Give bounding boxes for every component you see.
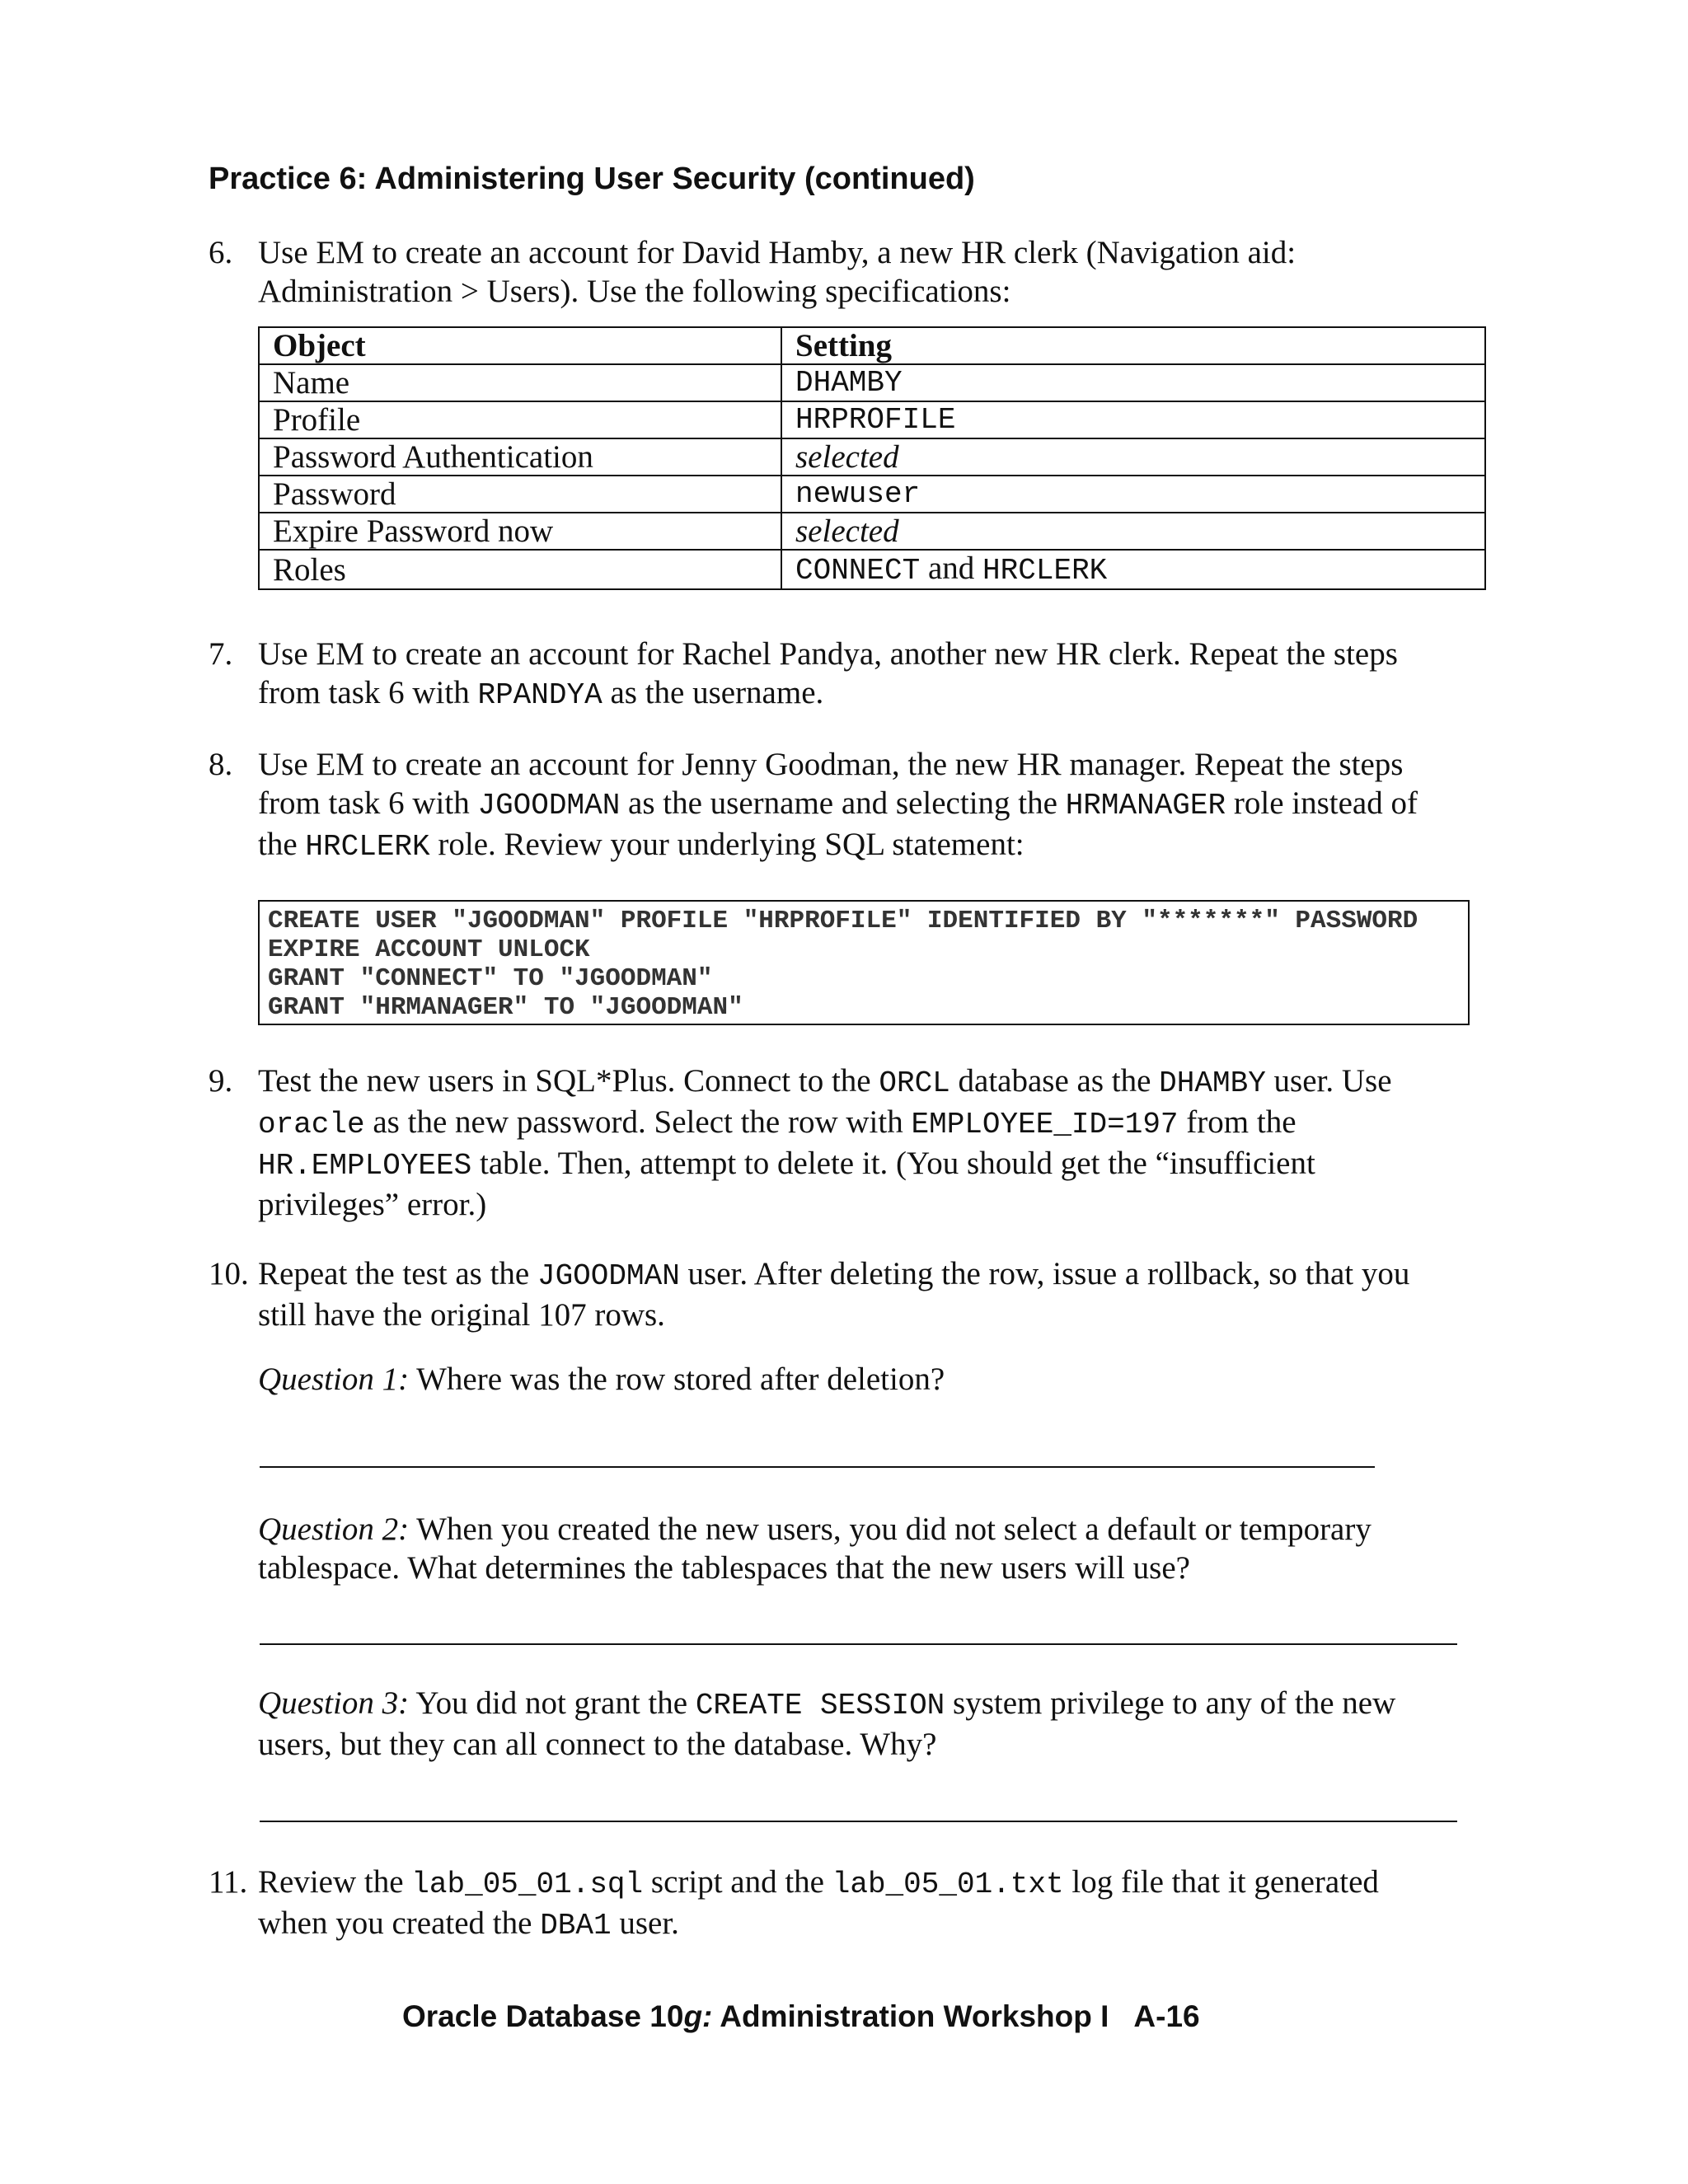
sql-line: CREATE USER "JGOODMAN" PROFILE "HRPROFILE" IDENTIFIED BY "*******" PASSWORD — [268, 907, 1418, 935]
task-7 — [209, 635, 1494, 715]
question-1 — [258, 1360, 1494, 1399]
code: oracle — [258, 1108, 365, 1141]
text: role instead of — [1226, 785, 1418, 821]
text: script and the — [643, 1864, 832, 1900]
code: RPANDYA — [477, 678, 603, 712]
task-line: Use EM to create an account for David Hamby, a new HR clerk (Navigation aid: — [258, 235, 1296, 270]
page-title: Practice 6: Administering User Security (continued) — [209, 162, 975, 196]
text: user. After deleting the row, issue a rollback, so that you — [679, 1256, 1410, 1291]
task-line — [258, 673, 1494, 715]
text: from task 6 with — [258, 785, 478, 821]
role-connect: CONNECT — [795, 554, 921, 588]
role-joiner: and — [920, 551, 983, 586]
code: HRCLERK — [305, 830, 430, 864]
question-text: Where was the row stored after deletion? — [409, 1361, 945, 1397]
text: when you created the — [258, 1905, 541, 1941]
question-text: When you created the new users, you did not select a default or temporary — [409, 1511, 1372, 1547]
object-cell: Expire Password now — [259, 513, 781, 550]
code: HRMANAGER — [1065, 789, 1226, 823]
task-line — [258, 1103, 1494, 1144]
task-10 — [209, 1254, 1494, 1334]
task-line — [258, 1062, 1494, 1103]
page-number: A-16 — [1133, 1999, 1200, 2033]
text: role. Review your underlying SQL statement: — [429, 827, 1025, 862]
text: from task 6 with — [258, 675, 478, 710]
column-header-object: Object — [259, 327, 781, 364]
setting-cell: newuser — [781, 476, 1485, 513]
text: as the new password. Select the row with — [364, 1104, 912, 1140]
setting-cell: selected — [781, 438, 1485, 476]
task-number: 8. — [209, 747, 233, 782]
table-header-row — [259, 327, 1485, 364]
text: Test the new users in SQL*Plus. Connect to the — [258, 1063, 879, 1099]
text: as the username and selecting the — [620, 785, 1066, 821]
table-row — [259, 476, 1485, 513]
code: HR.EMPLOYEES — [258, 1149, 472, 1183]
text: user. Use — [1265, 1063, 1392, 1099]
task-line: still have the original 107 rows. — [258, 1297, 665, 1333]
code: DHAMBY — [1159, 1066, 1266, 1100]
table-row — [259, 364, 1485, 401]
text: Repeat the test as the — [258, 1256, 537, 1291]
task-9 — [209, 1062, 1494, 1224]
task-line — [258, 1904, 1494, 1945]
task-line: Use EM to create an account for Jenny Goodman, the new HR manager. Repeat the steps — [258, 747, 1404, 782]
sql-line: GRANT "CONNECT" TO "JGOODMAN" — [268, 964, 713, 993]
task-line: Administration > Users). Use the following specifications: — [258, 274, 1011, 309]
question-line — [258, 1684, 1494, 1725]
text: database as the — [950, 1063, 1160, 1099]
object-cell: Roles — [259, 550, 781, 589]
task-6 — [209, 233, 1494, 311]
answer-line-2[interactable] — [260, 1643, 1457, 1645]
code: JGOODMAN — [477, 789, 621, 823]
code: DBA1 — [540, 1909, 612, 1943]
page-footer — [402, 1999, 1200, 2034]
text: from the — [1178, 1104, 1296, 1140]
question-line — [258, 1510, 1494, 1549]
footer-title-rest: Administration Workshop I — [712, 1999, 1109, 2033]
task-line — [258, 1144, 1494, 1185]
code: CREATE SESSION — [695, 1689, 945, 1722]
text: Review the — [258, 1864, 412, 1900]
footer-title-italic: g: — [683, 1999, 713, 2033]
footer-title: Oracle Database 10 — [402, 1999, 684, 2033]
object-cell: Profile — [259, 401, 781, 438]
task-line — [258, 1863, 1494, 1904]
code: EMPLOYEE_ID=197 — [911, 1108, 1179, 1141]
task-line — [258, 825, 1494, 866]
sql-line: GRANT "HRMANAGER" TO "JGOODMAN" — [268, 993, 743, 1022]
column-header-setting: Setting — [781, 327, 1485, 364]
setting-cell: HRPROFILE — [781, 401, 1485, 438]
spec-table — [258, 326, 1486, 590]
setting-cell: selected — [781, 513, 1485, 550]
task-line: Use EM to create an account for Rachel Pandya, another new HR clerk. Repeat the steps — [258, 636, 1398, 672]
text: as the username. — [602, 675, 824, 710]
answer-line-3[interactable] — [260, 1821, 1457, 1822]
sql-statement-box — [258, 900, 1470, 1025]
table-row — [259, 401, 1485, 438]
task-number: 11. — [209, 1864, 248, 1900]
object-cell: Password — [259, 476, 781, 513]
setting-cell: DHAMBY — [781, 364, 1485, 401]
question-label: Question 1: — [258, 1361, 410, 1397]
question-text: You did not grant the — [409, 1685, 696, 1721]
role-hrclerk: HRCLERK — [982, 554, 1108, 588]
question-2 — [258, 1510, 1494, 1587]
table-row — [259, 513, 1485, 550]
task-number: 7. — [209, 636, 233, 672]
task-11 — [209, 1863, 1494, 1945]
sql-line: EXPIRE ACCOUNT UNLOCK — [268, 935, 590, 964]
task-line: privileges” error.) — [258, 1187, 487, 1222]
object-cell: Name — [259, 364, 781, 401]
task-number: 10. — [209, 1256, 249, 1291]
question-label: Question 3: — [258, 1685, 410, 1721]
question-label: Question 2: — [258, 1511, 410, 1547]
task-number: 9. — [209, 1063, 233, 1099]
text: log file that it generated — [1063, 1864, 1379, 1900]
code: JGOODMAN — [537, 1259, 680, 1293]
text: the — [258, 827, 306, 862]
table-row — [259, 438, 1485, 476]
code: ORCL — [879, 1066, 950, 1100]
question-line: users, but they can all connect to the database. Why? — [258, 1727, 937, 1762]
answer-line-1[interactable] — [260, 1466, 1375, 1468]
task-number: 6. — [209, 235, 233, 270]
text: table. Then, attempt to delete it. (You should get the “insufficient — [471, 1146, 1315, 1181]
task-line — [258, 1254, 1494, 1296]
code: lab_05_01.sql — [411, 1868, 644, 1901]
question-3 — [258, 1684, 1494, 1764]
text: user. — [611, 1905, 679, 1941]
object-cell: Password Authentication — [259, 438, 781, 476]
table-row — [259, 550, 1485, 589]
task-8 — [209, 745, 1494, 866]
question-line: tablespace. What determines the tablespaces that the new users will use? — [258, 1550, 1190, 1586]
task-line — [258, 784, 1494, 825]
question-text: system privilege to any of the new — [945, 1685, 1396, 1721]
code: lab_05_01.txt — [832, 1868, 1064, 1901]
setting-cell — [781, 550, 1485, 589]
